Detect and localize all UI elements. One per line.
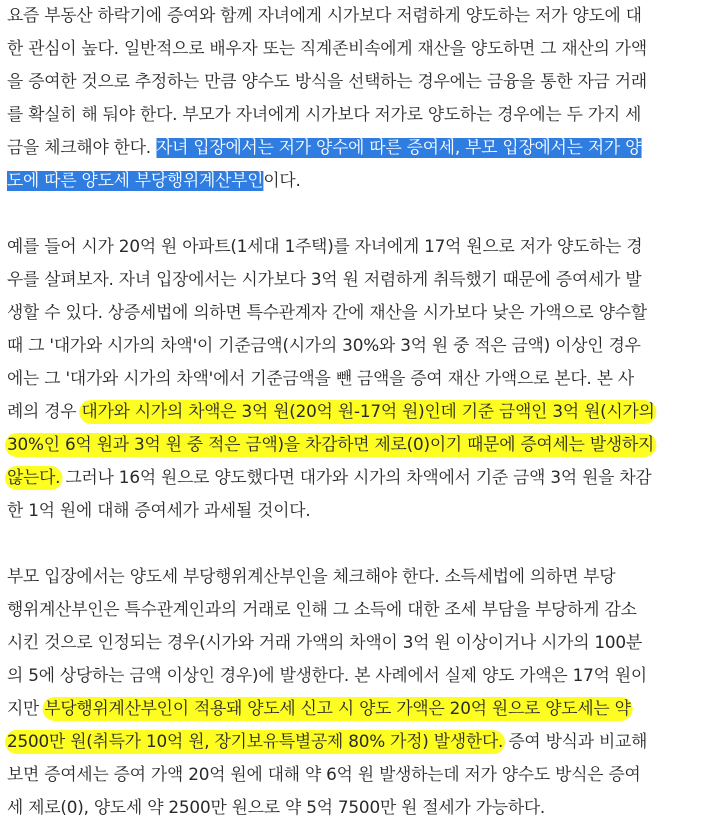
text-line (7, 33, 695, 66)
text-segment: 시킨 것으로 인정되는 경우(시가와 거래 가액의 차액이 3억 원 이상이거나 시가의 100분 (7, 633, 643, 653)
text-line (7, 495, 695, 528)
text-line (7, 231, 695, 264)
text-segment: 의 5에 상당하는 금액 이상인 경우)에 발생한다. 본 사례에서 실제 양도 가액은 17억 원이 (7, 666, 647, 686)
text-segment: 생할 수 있다. 상증세법에 의하면 특수관계자 간에 재산을 시가보다 낮은 가액으로 양수할 (7, 303, 647, 323)
paragraph-example (7, 231, 702, 528)
text-segment: 요즘 부동산 하락기에 증여와 함께 자녀에게 시가보다 저렴하게 양도하는 저가 양도에 대 (7, 6, 642, 26)
text-line (7, 429, 695, 462)
text-line (7, 594, 695, 627)
text-segment: 금을 체크해야 한다. (7, 138, 157, 158)
text-line (7, 132, 695, 165)
text-segment: 때 그 '대가와 시가의 차액'이 기준금액(시가의 30%와 3억 원 중 적은 금액) 이상인 경우 (7, 336, 641, 356)
selected-text[interactable]: 도에 따른 양도세 부당행위계산부인 (7, 171, 264, 191)
text-line (7, 165, 695, 198)
text-segment: 에는 그 '대가와 시가의 차액'에서 기준금액을 뺀 금액을 증여 재산 가액으로 본다. 본 사 (7, 369, 634, 389)
highlighted-text: 30%인 6억 원과 3억 원 중 적은 금액)을 차감하면 제로(0)이기 때문에 증여세는 발생하지 (7, 435, 655, 455)
text-line (7, 330, 695, 363)
text-segment: 행위계산부인은 특수관계인과의 거래로 인해 그 소득에 대한 조세 부담을 부당하게 감소 (7, 600, 637, 620)
text-line (7, 363, 695, 396)
text-line (7, 396, 695, 429)
text-segment: 그러나 16억 원으로 양도했다면 대가와 시가의 차액에서 기준 금액 3억 원을 차감 (60, 468, 652, 488)
paragraph-intro (7, 0, 702, 198)
text-segment: 증여 방식과 비교해 (503, 732, 648, 752)
paragraph-parent (7, 561, 702, 825)
text-line (7, 264, 695, 297)
text-line (7, 0, 695, 33)
text-line (7, 462, 695, 495)
text-line (7, 561, 695, 594)
text-line (7, 627, 695, 660)
text-line (7, 99, 695, 132)
text-segment: 부모 입장에서는 양도세 부당행위계산부인을 체크해야 한다. 소득세법에 의하면 부당 (7, 567, 616, 587)
highlighted-text: 부당행위계산부인이 적용돼 양도세 신고 시 양도 가액은 20억 원으로 양도세는 약 (44, 699, 631, 719)
highlighted-text: 2500만 원(취득가 10억 원, 장기보유특별공제 80% 가정) 발생한다. (7, 732, 504, 752)
text-segment: 이다. (263, 171, 301, 191)
text-line (7, 660, 695, 693)
text-segment: 세 제로(0), 양도세 약 2500만 원으로 약 5억 7500만 원 절세가 가능하다. (7, 798, 546, 818)
text-segment: 예를 들어 시가 20억 원 아파트(1세대 1주택)를 자녀에게 17억 원으로 저가 양도하는 경 (7, 237, 643, 257)
highlighted-text: 대가와 시가의 차액은 3억 원(20억 원-17억 원)인데 기준 금액인 3억 원(시가의 (81, 402, 655, 422)
text-segment: 보면 증여세는 증여 가액 20억 원에 대해 약 6억 원 발생하는데 저가 양수도 방식은 증여 (7, 765, 641, 785)
text-line (7, 792, 695, 825)
selected-text[interactable]: 자녀 입장에서는 저가 양수에 따른 증여세, 부모 입장에서는 저가 양 (156, 138, 642, 158)
text-line (7, 297, 695, 330)
text-segment: 한 1억 원에 대해 증여세가 과세될 것이다. (7, 501, 311, 521)
text-segment: 을 증여한 것으로 추정하는 만큼 양수도 방식을 선택하는 경우에는 금융을 통한 자금 거래 (7, 72, 647, 92)
text-segment: 우를 살펴보자. 자녀 입장에서는 시가보다 3억 원 저렴하게 취득했기 때문에 증여세가 발 (7, 270, 642, 290)
text-line (7, 759, 695, 792)
paragraph-gap (7, 528, 702, 561)
text-line (7, 693, 695, 726)
text-line (7, 66, 695, 99)
text-segment: 한 관심이 높다. 일반적으로 배우자 또는 직계존비속에게 재산을 양도하면 그 재산의 가액 (7, 39, 647, 59)
paragraph-gap (7, 198, 702, 231)
text-segment: 례의 경우 (7, 402, 82, 422)
highlighted-text: 않는다. (7, 468, 61, 488)
text-line (7, 726, 695, 759)
text-segment: 를 확실히 해 둬야 한다. 부모가 자녀에게 시가보다 저가로 양도하는 경우에는 두 가지 세 (7, 105, 642, 125)
text-segment: 지만 (7, 699, 45, 719)
